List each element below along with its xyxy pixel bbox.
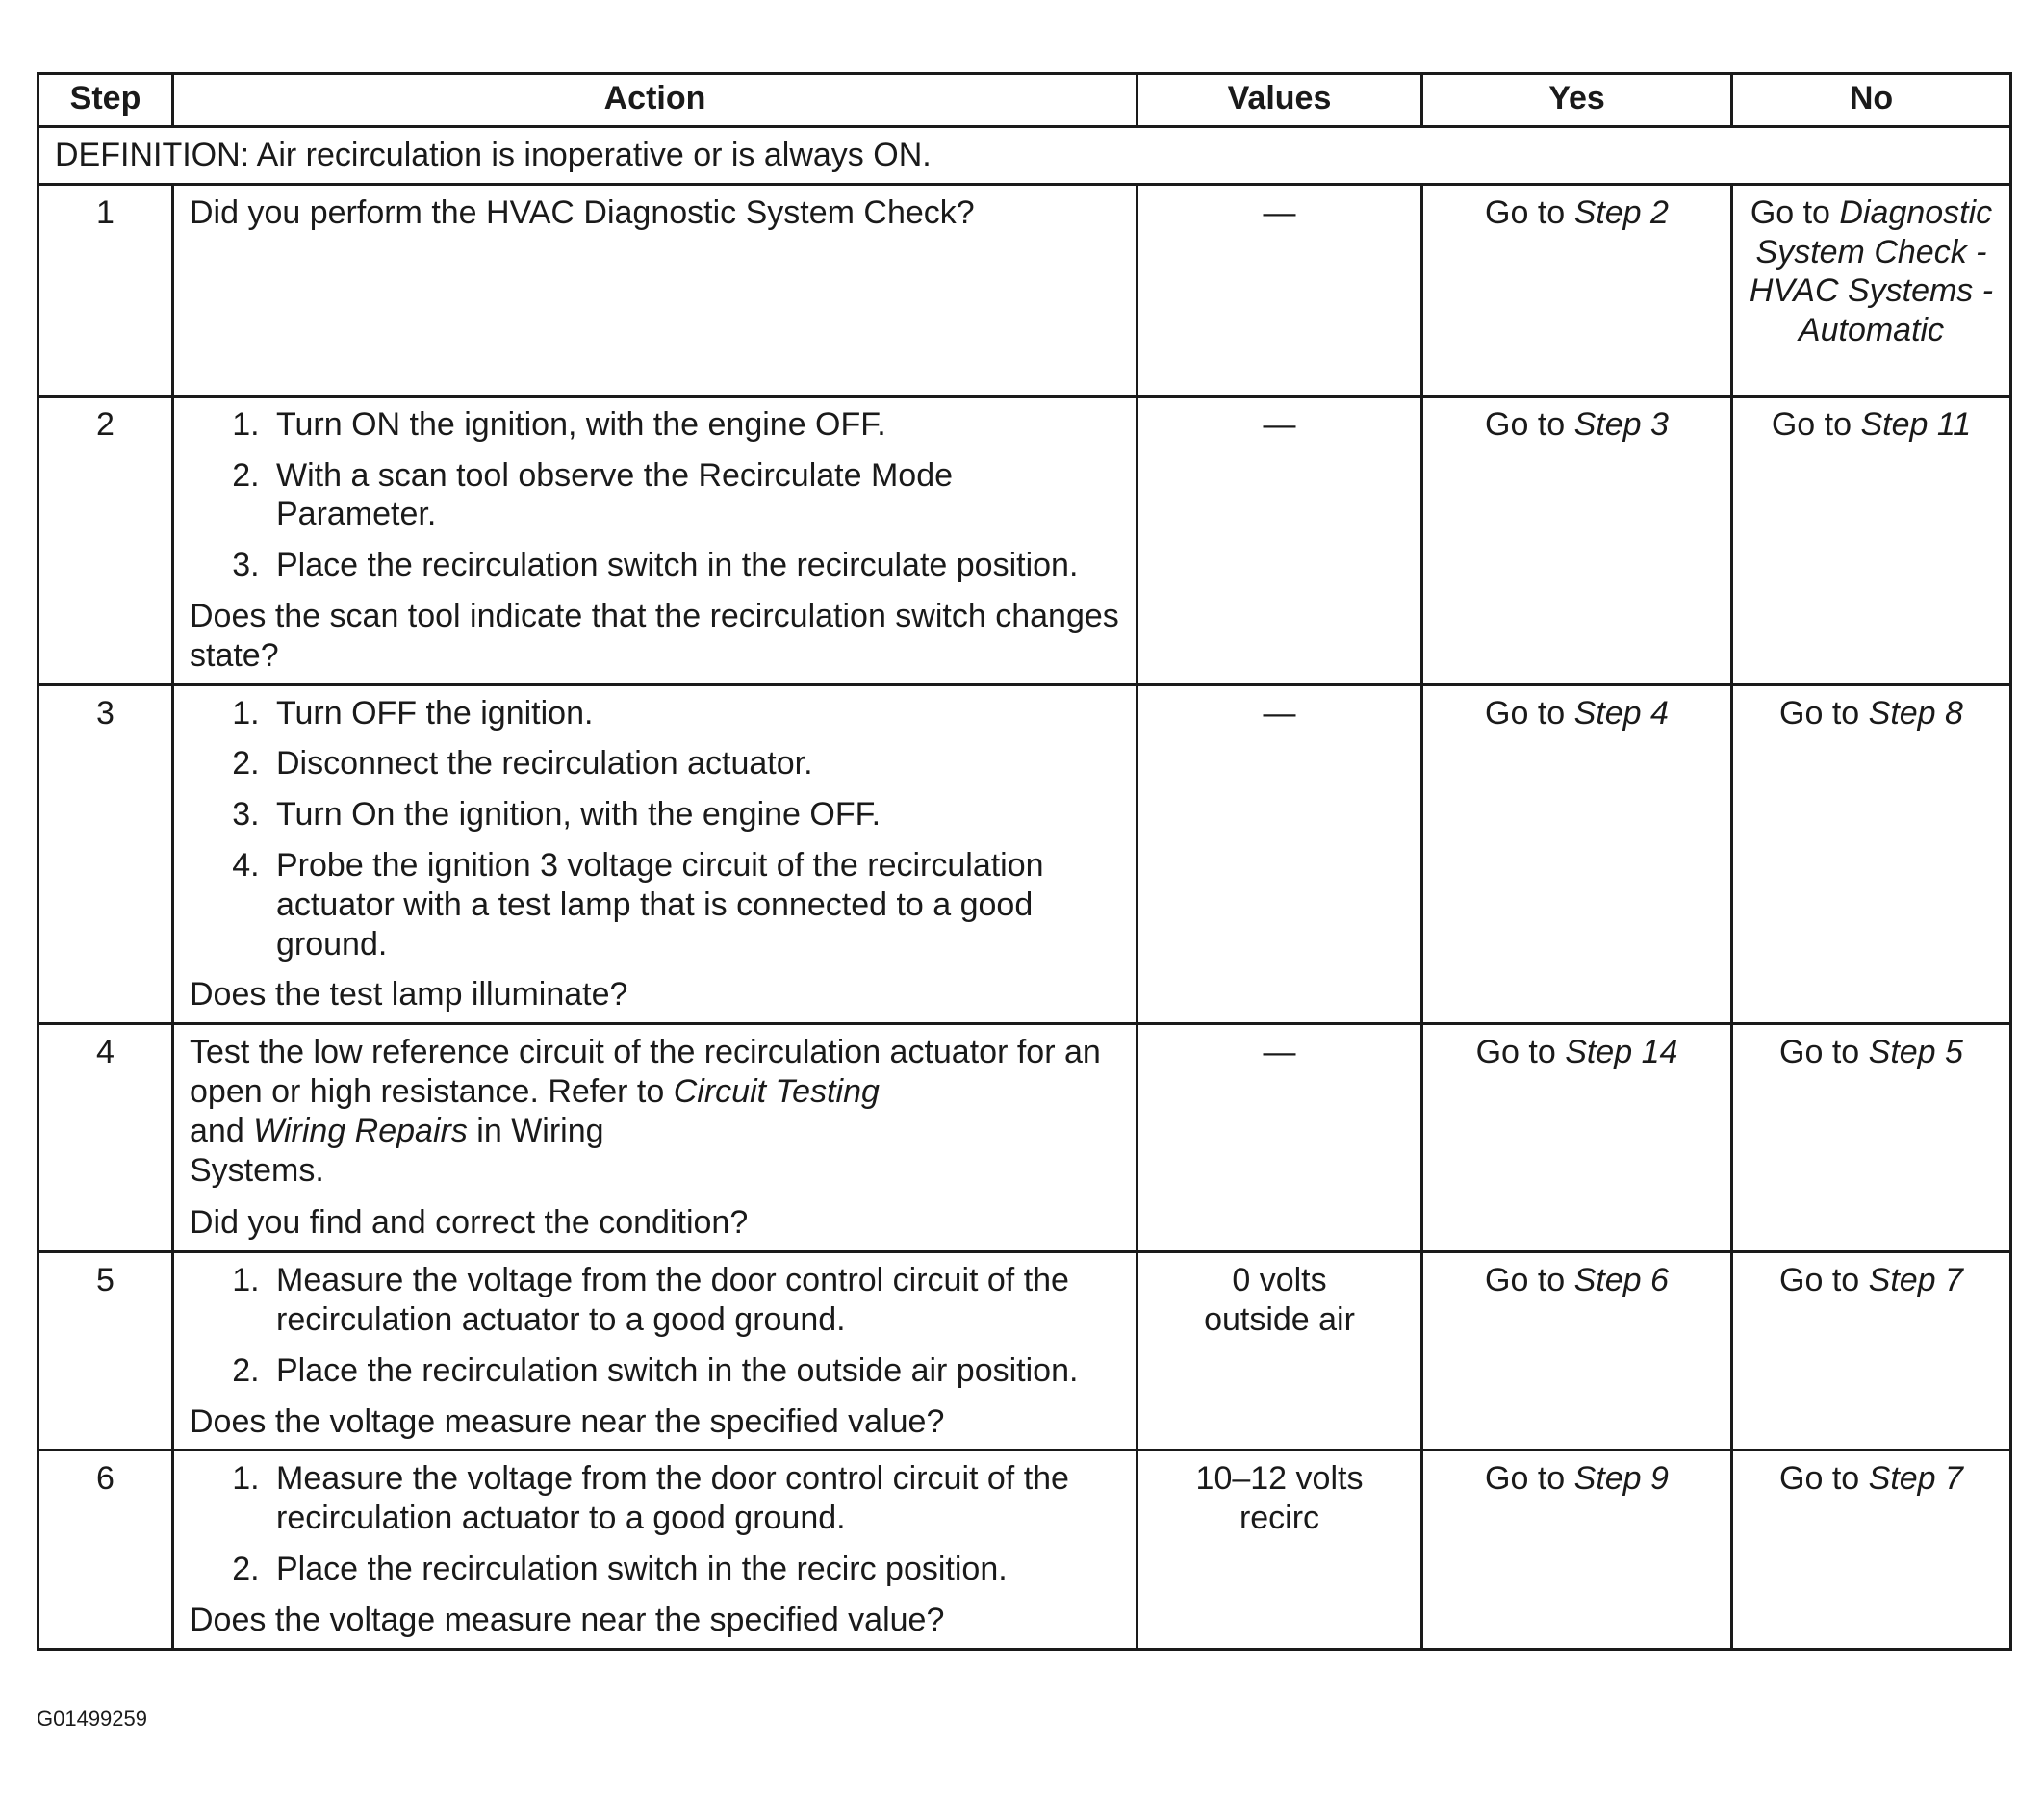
no-cell — [1732, 184, 2011, 396]
no-target: Step 5 — [1868, 1034, 1963, 1071]
no-target: Step 7 — [1868, 1262, 1963, 1299]
action-cell — [173, 1252, 1137, 1451]
no-target: Step 11 — [1860, 405, 1972, 443]
table-row — [38, 184, 2011, 396]
no-cell — [1732, 1252, 2011, 1451]
no-cell — [1732, 396, 2011, 684]
yes-prefix: Go to — [1485, 694, 1574, 732]
no-prefix: Go to — [1779, 1262, 1869, 1299]
yes-target: Step 2 — [1573, 193, 1669, 231]
step-number: 2 — [38, 396, 173, 684]
action-steps — [190, 405, 1120, 585]
yes-cell — [1422, 684, 1732, 1024]
action-step: 3. Place the recirculation switch in the recirculate position. — [268, 546, 1120, 585]
definition-row — [38, 127, 2011, 185]
no-prefix: Go to — [1771, 405, 1861, 443]
no-cell — [1732, 684, 2011, 1024]
header-values: Values — [1137, 74, 1422, 127]
action-text: in Wiring — [467, 1112, 604, 1149]
no-target: Diagnostic System Check - HVAC Systems - Automatic — [1749, 193, 1994, 349]
header-yes: Yes — [1422, 74, 1732, 127]
action-steps — [190, 1459, 1120, 1588]
definition-text: DEFINITION: Air recirculation is inoperative or is always ON. — [38, 127, 2011, 185]
yes-prefix: Go to — [1475, 1034, 1566, 1071]
value-line: 10–12 volts — [1195, 1460, 1364, 1498]
action-cell — [173, 396, 1137, 684]
action-paragraph — [190, 1033, 1120, 1190]
value-cell: — — [1137, 184, 1422, 396]
table-row — [38, 1451, 2011, 1649]
table-row — [38, 1252, 2011, 1451]
header-no: No — [1732, 74, 2011, 127]
no-prefix: Go to — [1779, 1460, 1869, 1498]
value-cell — [1137, 1451, 1422, 1649]
header-step: Step — [38, 74, 173, 127]
no-target: Step 7 — [1868, 1460, 1963, 1498]
table-row — [38, 396, 2011, 684]
no-target: Step 8 — [1868, 694, 1963, 732]
no-cell — [1732, 1451, 2011, 1649]
yes-prefix: Go to — [1485, 193, 1574, 231]
action-question: Does the voltage measure near the specified value? — [190, 1601, 945, 1638]
value-cell: — — [1137, 684, 1422, 1024]
yes-cell — [1422, 184, 1732, 396]
no-cell — [1732, 1024, 2011, 1252]
no-prefix: Go to — [1750, 193, 1840, 231]
action-steps — [190, 694, 1120, 964]
action-text: Systems. — [190, 1151, 324, 1189]
action-question: Does the test lamp illuminate? — [190, 976, 628, 1014]
action-step: 2. With a scan tool observe the Recirculate Mode Parameter. — [268, 456, 1120, 535]
action-question: Does the scan tool indicate that the recirculation switch changes state? — [190, 597, 1119, 674]
yes-cell — [1422, 1252, 1732, 1451]
yes-target: Step 4 — [1573, 694, 1669, 732]
step-number: 3 — [38, 684, 173, 1024]
action-step: 4. Probe the ignition 3 voltage circuit of the recirculation actuator with a test lamp that is connected to a good ground. — [268, 846, 1120, 963]
action-step: 3. Turn On the ignition, with the engine OFF. — [268, 795, 1120, 835]
value-line: outside air — [1204, 1300, 1355, 1338]
step-number: 6 — [38, 1451, 173, 1649]
action-steps — [190, 1261, 1120, 1390]
action-text: and — [190, 1112, 254, 1149]
ref-wiring-repairs: Wiring Repairs — [253, 1112, 468, 1149]
action-step: 1. Measure the voltage from the door control circuit of the recirculation actuator to a good ground. — [268, 1261, 1120, 1340]
yes-prefix: Go to — [1485, 1460, 1574, 1498]
action-question: Did you find and correct the condition? — [190, 1204, 749, 1242]
action-step: 2. Disconnect the recirculation actuator. — [268, 744, 1120, 783]
action-step: 2. Place the recirculation switch in the outside air position. — [268, 1351, 1120, 1391]
value-line: recirc — [1239, 1500, 1320, 1537]
step-number: 5 — [38, 1252, 173, 1451]
action-step: 1. Turn ON the ignition, with the engine OFF. — [268, 405, 1120, 445]
value-cell: — — [1137, 1024, 1422, 1252]
action-step: 1. Turn OFF the ignition. — [268, 694, 1120, 733]
yes-prefix: Go to — [1485, 1262, 1574, 1299]
yes-target: Step 3 — [1573, 405, 1669, 443]
yes-cell — [1422, 396, 1732, 684]
action-cell — [173, 684, 1137, 1024]
action-step: 1. Measure the voltage from the door control circuit of the recirculation actuator to a good ground. — [268, 1459, 1120, 1538]
value-cell — [1137, 1252, 1422, 1451]
table-row — [38, 684, 2011, 1024]
yes-target: Step 9 — [1573, 1460, 1669, 1498]
ref-circuit-testing: Circuit Testing — [673, 1072, 880, 1110]
yes-target: Step 14 — [1565, 1034, 1678, 1071]
step-number: 4 — [38, 1024, 173, 1252]
header-action: Action — [173, 74, 1137, 127]
action-question: Did you perform the HVAC Diagnostic System Check? — [190, 193, 975, 231]
no-prefix: Go to — [1779, 694, 1869, 732]
diagnostic-table — [37, 72, 2012, 1651]
figure-id: G01499259 — [37, 1707, 147, 1731]
action-step: 2. Place the recirculation switch in the recirc position. — [268, 1550, 1120, 1589]
table-row — [38, 1024, 2011, 1252]
yes-prefix: Go to — [1485, 405, 1574, 443]
action-cell — [173, 184, 1137, 396]
no-prefix: Go to — [1779, 1034, 1869, 1071]
step-number: 1 — [38, 184, 173, 396]
value-cell: — — [1137, 396, 1422, 684]
action-text: Test the low reference circuit of the recirculation actuator for an open or high resistance. Refer to — [190, 1034, 1101, 1110]
table-header-row — [38, 74, 2011, 127]
yes-target: Step 6 — [1573, 1262, 1669, 1299]
value-line: 0 volts — [1232, 1262, 1327, 1299]
action-question: Does the voltage measure near the specified value? — [190, 1402, 945, 1440]
yes-cell — [1422, 1024, 1732, 1252]
action-cell — [173, 1451, 1137, 1649]
action-cell — [173, 1024, 1137, 1252]
yes-cell — [1422, 1451, 1732, 1649]
